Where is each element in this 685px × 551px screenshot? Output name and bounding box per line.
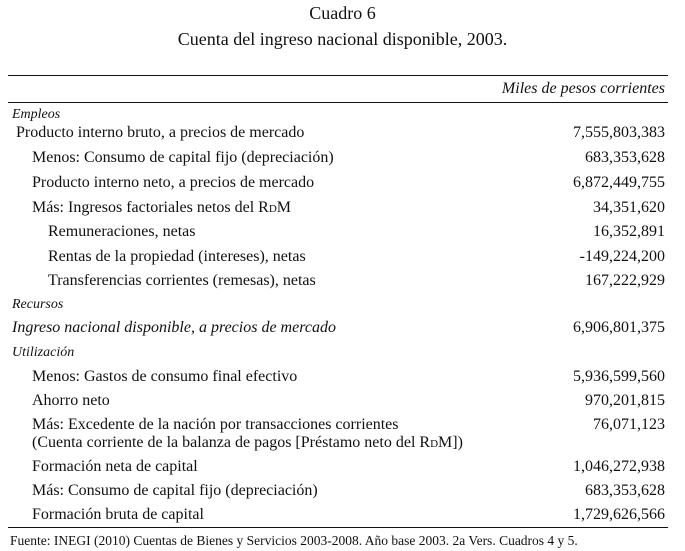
row-label: Remuneraciones, netas xyxy=(48,223,196,240)
bottom-rule xyxy=(8,527,668,528)
row-label-text: Más: Ingresos factoriales netos del xyxy=(32,199,259,216)
rdm-abbr: RdM xyxy=(258,199,291,216)
table-number: Cuadro 6 xyxy=(309,3,376,23)
source-prefix: Fuente: xyxy=(10,533,54,548)
row-value: 167,222,929 xyxy=(585,272,665,289)
row-label: Ahorro neto xyxy=(32,392,110,409)
row-label: Producto interno neto, a precios de mercado xyxy=(32,174,315,191)
row-label: Más: Consumo de capital fijo (depreciación) xyxy=(32,482,318,499)
row-value: -149,224,200 xyxy=(579,248,665,265)
row-value: 6,906,801,375 xyxy=(573,319,665,336)
row-label-text: (Cuenta corriente de la balanza de pagos [Préstamo neto del xyxy=(32,434,420,451)
section-recursos: Recursos xyxy=(12,297,64,312)
top-rule xyxy=(8,75,668,76)
row-label: Ingreso nacional disponible, a precios de mercado xyxy=(12,319,336,336)
rdm-abbr: RdM xyxy=(419,434,453,451)
header-rule xyxy=(8,102,668,103)
row-label-continuation xyxy=(32,434,463,452)
table-title: Cuenta del ingreso nacional disponible, 2003. xyxy=(177,29,508,49)
row-label: Menos: Consumo de capital fijo (depreciación) xyxy=(32,149,334,166)
source-text: (2010) Cuentas de Bienes y Servicios 2003-2008. Año base 2003. 2a Vers. Cuadros 4 y 5. xyxy=(90,533,578,548)
row-value: 16,352,891 xyxy=(593,223,665,240)
row-label: Más: Excedente de la nación por transacciones corrientes xyxy=(32,416,399,433)
inegi-abbr: INEGI xyxy=(53,533,91,548)
row-value: 5,936,599,560 xyxy=(573,368,665,385)
row-value: 6,872,449,755 xyxy=(573,174,665,191)
row-label-end: ]) xyxy=(452,434,463,451)
row-value: 1,729,626,566 xyxy=(573,506,665,523)
row-value: 683,353,628 xyxy=(585,149,665,166)
section-empleos: Empleos xyxy=(12,107,61,122)
row-value: 683,353,628 xyxy=(585,482,665,499)
row-value: 7,555,803,383 xyxy=(573,124,665,141)
row-value: 970,201,815 xyxy=(585,392,665,409)
row-label: Rentas de la propiedad (intereses), netas xyxy=(48,248,306,265)
source-note xyxy=(10,532,578,550)
unit-header: Miles de pesos corrientes xyxy=(501,80,665,97)
row-label: Formación bruta de capital xyxy=(32,506,204,523)
row-label: Menos: Gastos de consumo final efectivo xyxy=(32,368,298,385)
row-label: Producto interno bruto, a precios de mercado xyxy=(16,124,305,141)
row-value: 1,046,272,938 xyxy=(573,458,665,475)
row-label xyxy=(32,199,291,217)
row-label: Transferencias corrientes (remesas), netas xyxy=(48,272,316,289)
row-value: 34,351,620 xyxy=(593,199,665,216)
row-value: 76,071,123 xyxy=(593,416,665,433)
section-utilizacion: Utilización xyxy=(12,345,75,360)
row-label: Formación neta de capital xyxy=(32,458,198,475)
